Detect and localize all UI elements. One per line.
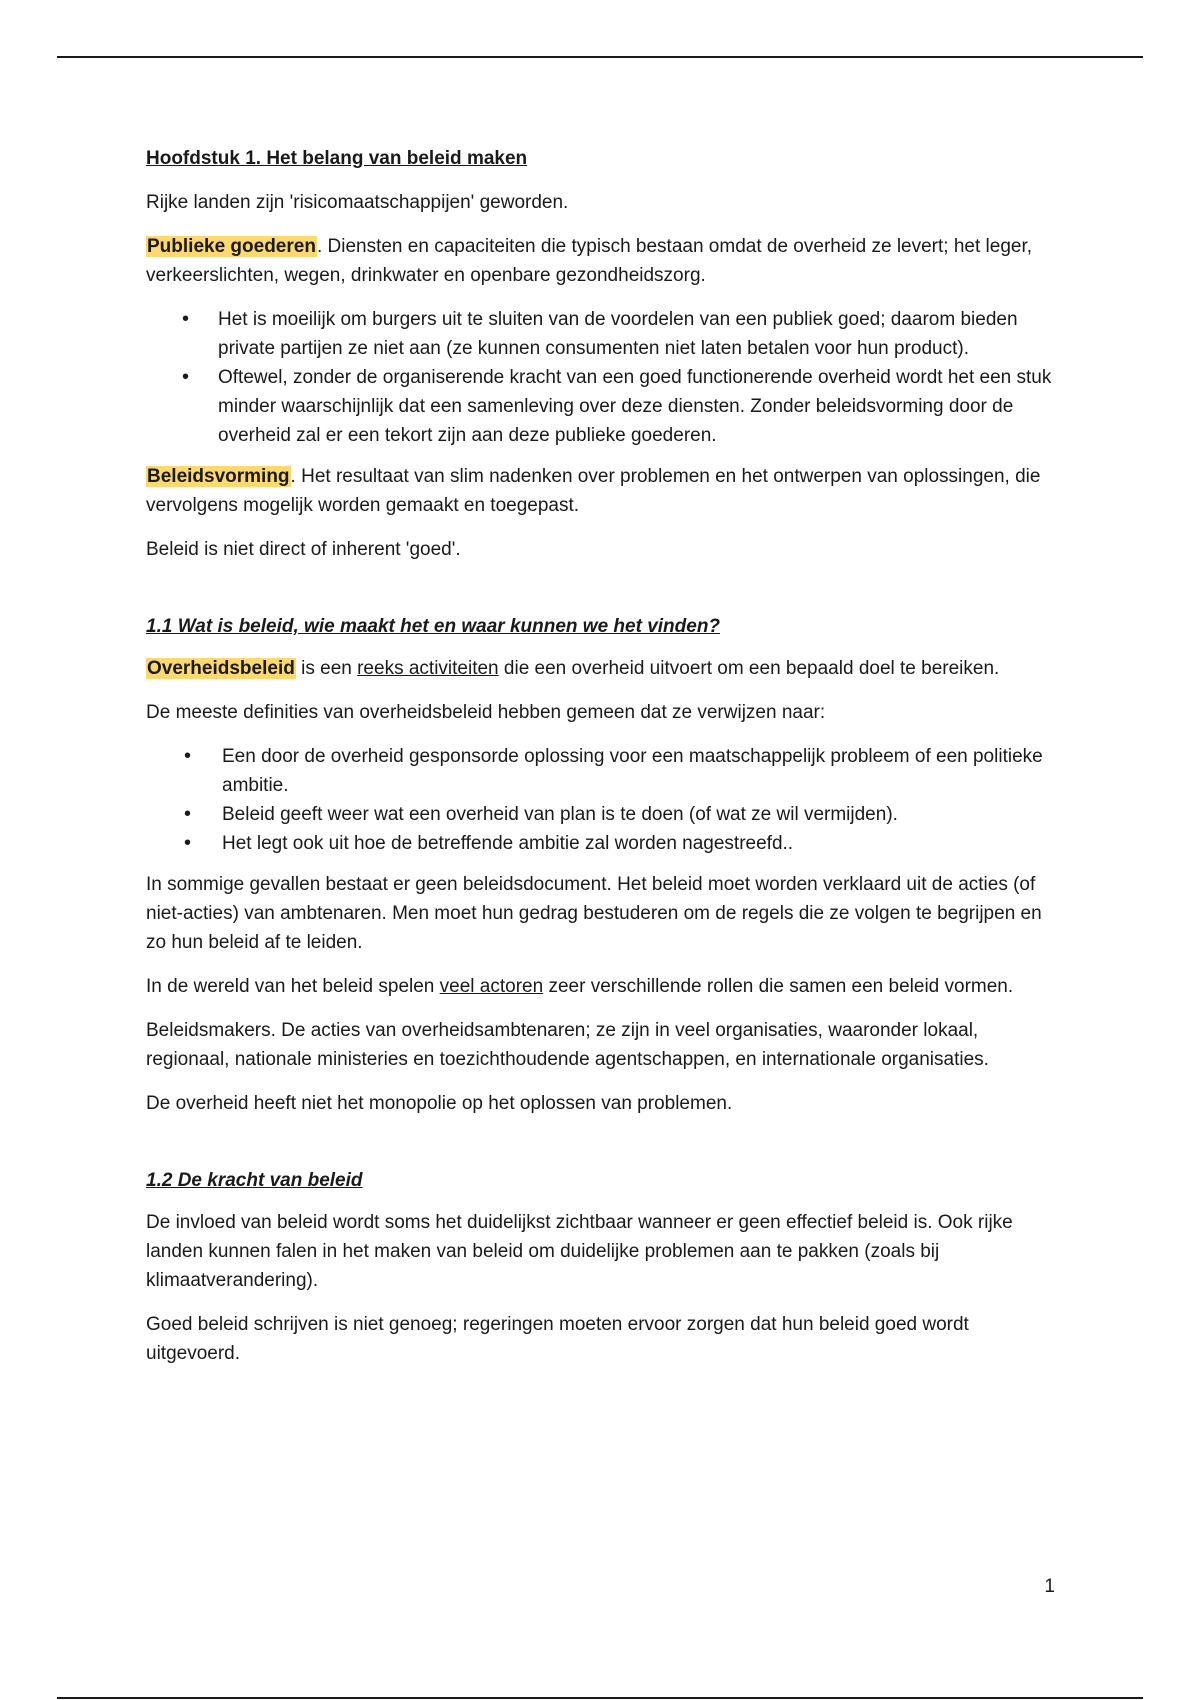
list-item: • Beleid geeft weer wat een overheid van plan is te doen (of wat ze wil vermijden). [222,800,1066,829]
page-number: 1 [1044,1576,1055,1597]
beleidsvorming-text: . Het resultaat van slim nadenken over problemen en het ontwerpen van oplossingen, die vervolgens mogelijk worden gemaakt en toegepast. [146,466,1041,516]
beleidsvorming-paragraph [146,462,1066,520]
section-1-2-title: 1.2 De kracht van beleid [146,1170,363,1191]
beleidsmakers-paragraph: Beleidsmakers. De acties van overheidsambtenaren; ze zijn in veel organisaties, waaronder lokaal, regionaal, nationale ministeries en toezichthoudende agentschappen, en internationale organisaties. [146,1020,989,1070]
veel-actoren-underline: veel actoren [439,976,544,997]
monopolie-paragraph: De overheid heeft niet het monopolie op het oplossen van problemen. [146,1093,733,1114]
overheidsbeleid-term: Overheidsbeleid [147,658,295,679]
document-body [146,144,1066,1383]
publieke-goederen-term: Publieke goederen [147,236,316,257]
top-rule [57,56,1143,58]
actoren-paragraph [146,972,1066,1001]
list-item: • Een door de overheid gesponsorde oplossing voor een maatschappelijk probleem of een politieke ambitie. [222,742,1066,800]
overheidsbeleid-text-2: die een overheid uitvoert om een bepaald doel te bereiken. [498,658,1000,679]
section-1-1-title: 1.1 Wat is beleid, wie maakt het en waar kunnen we het vinden? [146,616,721,637]
publieke-goederen-list [146,305,1066,450]
publieke-goederen-text: . Diensten en capaciteiten die typisch bestaan omdat de overheid ze levert; het leger, verkeerslichten, wegen, drinkwater en openbare gezondheidszorg. [146,236,1033,286]
intro-paragraph: Rijke landen zijn 'risicomaatschappijen' geworden. [146,192,569,213]
beleidsvorming-term: Beleidsvorming [147,466,290,487]
list-item: • Het is moeilijk om burgers uit te sluiten van de voordelen van een publiek goed; daarom bieden private partijen ze niet aan (ze kunnen consumenten niet laten betalen voor hun product). [218,305,1066,363]
beleid-goed-paragraph: Beleid is niet direct of inherent 'goed'. [146,539,461,560]
list-item: • Het legt ook uit hoe de betreffende ambitie zal worden nagestreefd.. [222,829,1066,858]
actoren-text-2: zeer verschillende rollen die samen een beleid vormen. [543,976,1014,997]
bottom-rule [57,1697,1143,1699]
actoren-text-1: In de wereld van het beleid spelen [146,976,440,997]
sommige-gevallen-paragraph: In sommige gevallen bestaat er geen beleidsdocument. Het beleid moet worden verklaard uit de acties (of niet-acties) van ambtenaren. Men moet hun gedrag bestuderen om de regels die ze volgen te begrijpen en zo hun beleid af te leiden. [146,874,1042,953]
uitvoering-paragraph: Goed beleid schrijven is niet genoeg; regeringen moeten ervoor zorgen dat hun beleid goed wordt uitgevoerd. [146,1314,969,1364]
definities-list [146,742,1066,858]
chapter-title: Hoofdstuk 1. Het belang van beleid maken [146,148,528,169]
list-item: • Oftewel, zonder de organiserende kracht van een goed functionerende overheid wordt het een stuk minder waarschijnlijk dat een samenleving over deze diensten. Zonder beleidsvorming door de overheid zal er een tekort zijn aan deze publieke goederen. [218,363,1066,450]
definities-paragraph: De meeste definities van overheidsbeleid hebben gemeen dat ze verwijzen naar: [146,702,826,723]
reeks-activiteiten-underline: reeks activiteiten [357,658,499,679]
overheidsbeleid-paragraph [146,654,1066,683]
overheidsbeleid-text-1: is een [295,658,358,679]
invloed-paragraph: De invloed van beleid wordt soms het duidelijkst zichtbaar wanneer er geen effectief beleid is. Ook rijke landen kunnen falen in het maken van beleid om duidelijke problemen aan te pakken (zoals bij klimaatverandering). [146,1212,1013,1291]
publieke-goederen-paragraph [146,232,1066,290]
